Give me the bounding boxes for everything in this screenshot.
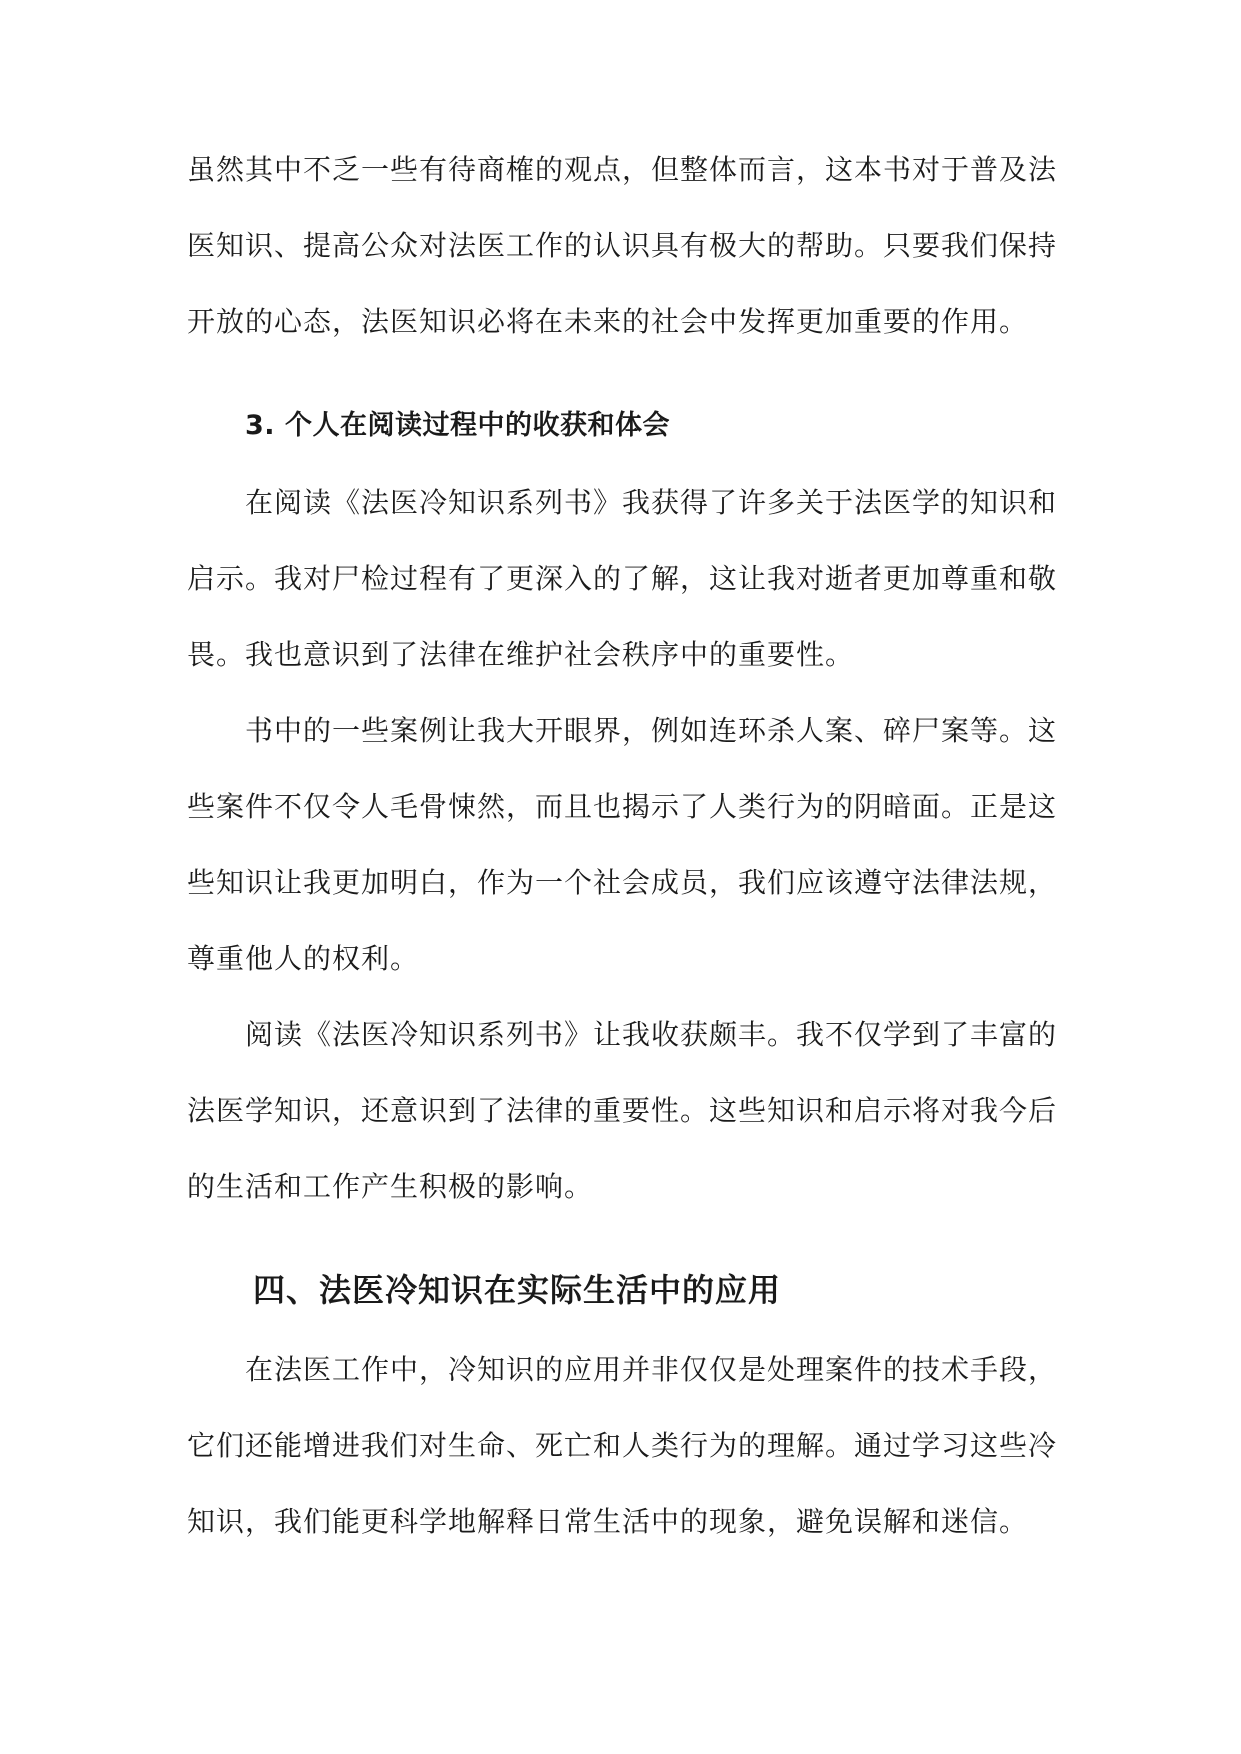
paragraph-line: 些案件不仅令人毛骨悚然，而且也揭示了人类行为的阴暗面。正是这 (187, 790, 1058, 823)
paragraph-line: 在法医工作中，冷知识的应用并非仅仅是处理案件的技术手段， (245, 1353, 1058, 1386)
paragraph-line: 的生活和工作产生积极的影响。 (187, 1170, 594, 1203)
paragraph-line: 启示。我对尸检过程有了更深入的了解，这让我对逝者更加尊重和敬 (187, 562, 1058, 595)
paragraph-line: 畏。我也意识到了法律在维护社会秩序中的重要性。 (187, 638, 855, 671)
paragraph-line: 开放的心态，法医知识必将在未来的社会中发挥更加重要的作用。 (187, 305, 1029, 338)
paragraph-line: 些知识让我更加明白，作为一个社会成员，我们应该遵守法律法规， (187, 866, 1058, 899)
paragraph-line: 在阅读《法医冷知识系列书》我获得了许多关于法医学的知识和 (245, 486, 1058, 519)
chapter-heading: 四、法医冷知识在实际生活中的应用 (253, 1271, 782, 1309)
paragraph-line: 知识，我们能更科学地解释日常生活中的现象，避免误解和迷信。 (187, 1505, 1029, 1538)
paragraph-line: 阅读《法医冷知识系列书》让我收获颇丰。我不仅学到了丰富的 (245, 1018, 1058, 1051)
paragraph-line: 法医学知识，还意识到了法律的重要性。这些知识和启示将对我今后 (187, 1094, 1058, 1127)
paragraph-line: 医知识、提高公众对法医工作的认识具有极大的帮助。只要我们保持 (187, 229, 1058, 262)
paragraph-line: 书中的一些案例让我大开眼界，例如连环杀人案、碎尸案等。这 (245, 714, 1058, 747)
paragraph-line: 虽然其中不乏一些有待商榷的观点，但整体而言，这本书对于普及法 (187, 153, 1058, 186)
section-heading: 3. 个人在阅读过程中的收获和体会 (245, 410, 670, 441)
paragraph-line: 尊重他人的权利。 (187, 942, 420, 975)
paragraph-line: 它们还能增进我们对生命、死亡和人类行为的理解。通过学习这些冷 (187, 1429, 1058, 1462)
